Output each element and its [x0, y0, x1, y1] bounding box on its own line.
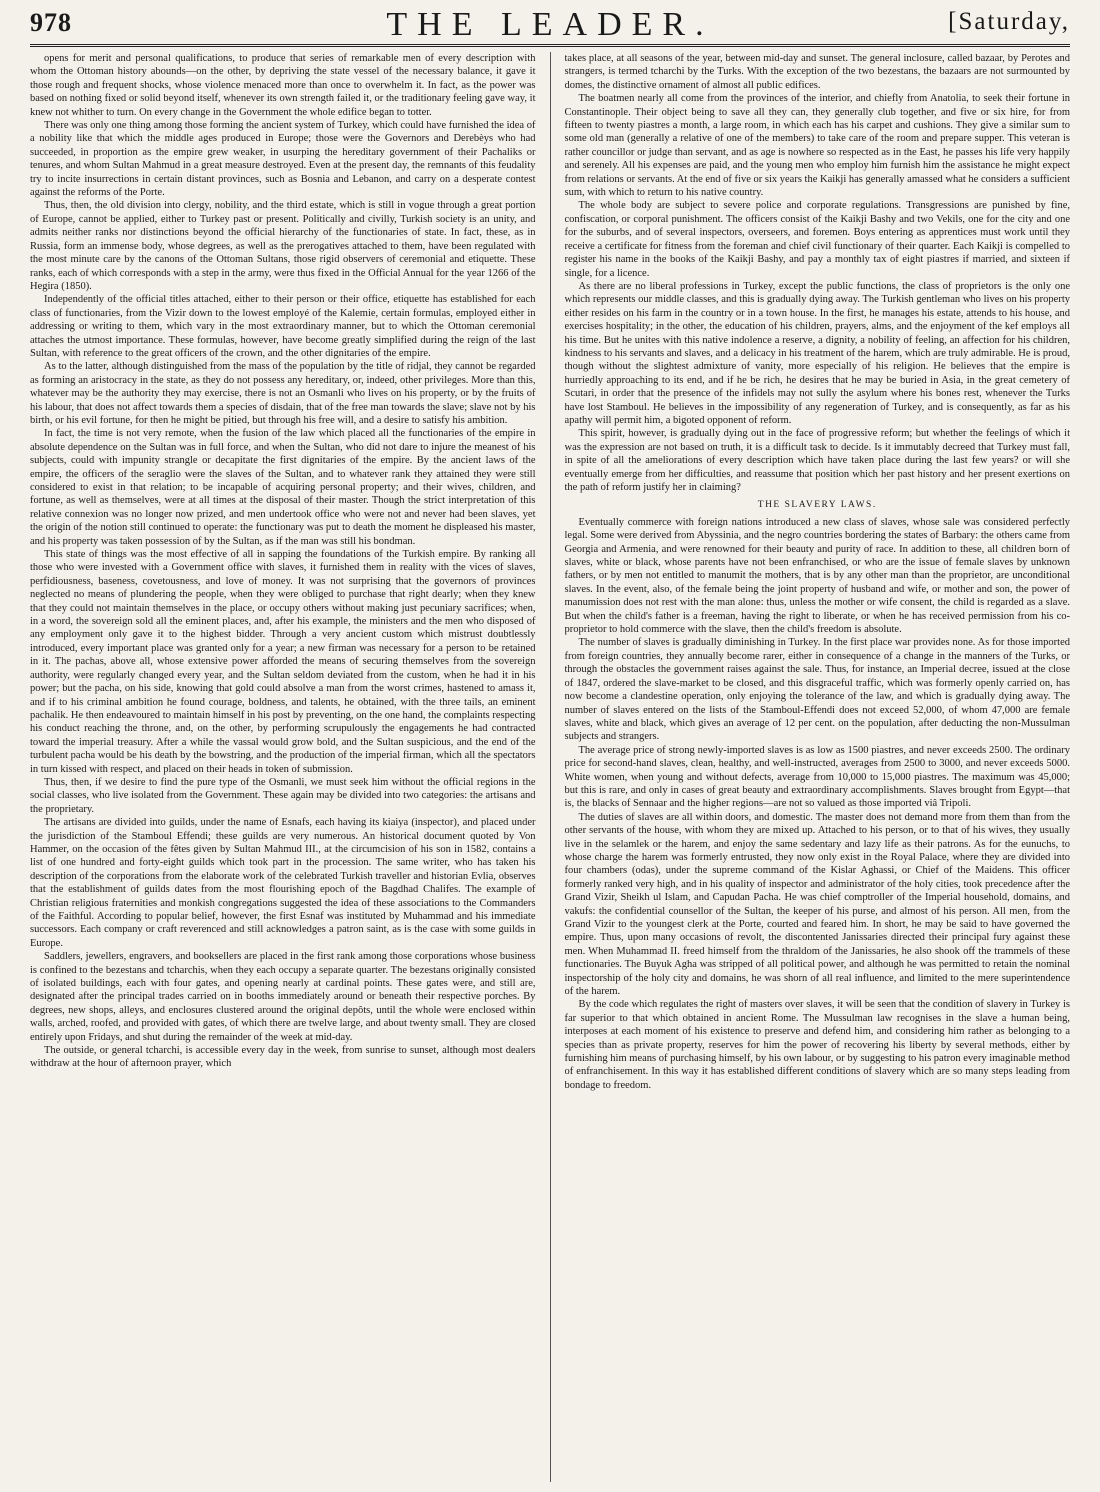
paragraph: Eventually commerce with foreign nations introduced a new class of slaves, whose sale was considered perfectly legal. Some were derived from Abyssinia, and the negro countries bordering the states of Barbary: the others came from Georgia and Armenia, and were renowned for their beauty and purity of race. In addition to these, all children born of slaves, white or black, whose parents have not been enfranchised, or who are the issue of female slaves by unknown fathers, or by men not entitled to manumit the mothers, that is by any other man than the proprietor, are unconditional slaves. In the event, also, of the female being the joint property of husband and wife, or mother and son, the power of manumission does not rest with the man alone: thus, unless the mother or wife consent, the child is regarded as a slave. But when the child's father is a freeman, having the right to liberate, or when he has received permission from his co-proprietor to hold commerce with the slave, then the child's freedom is absolute. — [564, 516, 1070, 636]
paragraph: As to the latter, although distinguished from the mass of the population by the title of ridjal, they cannot be regarded as forming an aristocracy in the state, as they do not possess any hereditary, or, indeed, other privileges. More than this, whatever may be the authority they may exercise, there is not an Osmanli who lives on his property, or by the fruits of his labour, that does not affect towards them a species of disdain, that of the free man towards the slave; slave not by his birth, or his evil fortune, for then he might be pitied, but through his free will, and a desire to satisfy his ambition. — [30, 361, 536, 426]
paragraph: By the code which regulates the right of masters over slaves, it will be seen that the condition of slavery in Turkey is far superior to that which obtained in ancient Rome. The Mussulman law recognises in the slave a human being, interposes at each moment of his existence to preserve and defend him, and considering him rather as belonging to a species than as private property, reserves for him the power of recovering his liberty by several methods, either by furnishing him means of purchasing himself, by his own labour, or by suggesting to his patron every imaginable method of enfranchisement. In this way it has established different conditions of slavery which are so many steps leading from bondage to freedom. — [564, 999, 1070, 1091]
paragraph: This state of things was the most effective of all in sapping the foundations of the Turkish empire. By ranking all those who were invested with a Government office with slaves, it furnished them in reality with the vices of slaves, perfidiousness, baseness, covetousness, and love of money. It was not surprising that the governors of provinces neglected no means of plundering the people, when they were obliged to purchase that right dearly; when they knew that they could not maintain themselves in the place, or occupy others without making just pecuniary sacrifices; when, in a word, the sovereign sold all the eminent places, and, after his example, the ministers and the men who disposed of any employment only gave it to the highest bidder. Through a very ancient custom which mistrust doubtlessly introduced, every important place was granted only for a year; a new firman was necessary for a person to be retained in it. The pachas, above all, whose extensive power afforded the means of securing themselves from the sovereign authority, were regularly changed every year, and the Sultan seldom deviated from the custom, when he had it in his power; but the pacha, on his side, knowing that gold could absolve a man from the worst crimes, hastened to amass it, and if to his criminal ambition he found courage, boldness, and talents, he obtained, with the three tails, an eminent pachalik. He then endeavoured to maintain himself in his post by preventing, on the one hand, the complaints respecting his conduct reaching the throne, and, on the other, by performing scrupulously the engagements he had contracted toward the imperial treasury. After a while the vassal would grow bold, and the Sultan suspicious, and the end of the turbulent pacha would be his death by the bowstring, and the production of the imperial firman, which all the spectators in turn kissed with respect, and placed on their heads in token of submission. — [30, 549, 536, 775]
masthead — [30, 6, 1070, 43]
header-rule — [30, 44, 1070, 49]
paragraph: In fact, the time is not very remote, when the fusion of the law which placed all the functionaries of the empire in absolute dependence on the Sultan was in full force, and when the Sultan, who did not dare to injure the meanest of his subjects, could with impunity strangle or decapitate the first dignitaries of the empire. By the ancient laws of the empire, the officers of the seraglio were the slaves of the Sultan, and to whatever rank they attained they were still considered to exist in that relation; to be incapable of acquiring personal property; and their wives, children, and fortune, as well as themselves, were at all times at the disposal of their master. Though the strict interpretation of this relative connexion was no longer now prized, and men undertook office who were not and never had been slaves, yet the origin of the notion still continued to operate: the functionary was put to death the moment he displeased his master, and his property was taken possession of by the Sultan, as if the man was still his bondman. — [30, 428, 536, 547]
page-number: 978 — [30, 8, 72, 37]
paragraph: The duties of slaves are all within doors, and domestic. The master does not demand more from them than from the other servants of the house, with whom they are mixed up. Attached to his person, or to that of his wives, they usually live in the selamlek or the harem, and enjoy the same sedentary and lazy life as their patrons. As for the eunuchs, to whose charge the harem was formerly entrusted, they now only exist in the Royal Palace, where they are divided into four chambers (odas), under the supreme command of the Kislar Aghassi, or Chief of the Maidens. This officer formerly ranked very high, and in his quality of inspector and administrator of the holy cities, took precedence after the Grand Vizir, Sheikh ul Islam, and Capudan Pacha. He was chief comptroller of the Imperial household, domains, and vakufs: the confidential counsellor of the Sultan, the keeper of his purse, and almost of his person. All men, from the Grand Vizir to the youngest clerk at the Porte, courted and feared him. In short, he may be said to have governed the empire. Thus, upon many occasions of revolt, the discontented Janissaries directed their principal fury against these men. When Muhammad II. freed himself from the thraldom of the Janissaries, he also shook off the trammels of these functionaries. The Buyuk Agha was stripped of all political power, and although he was permitted to retain the nominal inspectorship of the holy city and domains, he was shorn of all real influence, and limited to the mere superintendence of the harem. — [564, 811, 1070, 998]
paragraph: There was only one thing among those forming the ancient system of Turkey, which could have furnished the idea of a nobility like that which the middle ages produced in Europe; those were the Governors and Derebèys who had succeeded, in proportion as the empire grew weaker, in usurping the hereditary government of their Pachaliks or tenures, and whom Sultan Mahmud in a great measure destroyed. Even at the present day, the remnants of this feudality try to incite insurrections in certain distant provinces, such as Bosnia and Lebanon, and carry on a desperate contest against the reforms of the Porte. — [30, 120, 536, 199]
paragraph: The average price of strong newly-imported slaves is as low as 1500 piastres, and never exceeds 2500. The ordinary price for second-hand slaves, clean, healthy, and well-instructed, averages from 2500 to 3000, and never exceeds 5000. White women, when young and without defects, average from 10,000 to 15,000 piastres. The maximum was 45,000; but this is rare, and only in cases of great beauty and extraordinary accomplishments. Slaves brought from Egypt—that is, the blacks of Sennaar and the higher regions—are not so valued as those imported viâ Tripoli. — [564, 744, 1070, 810]
newspaper-title: THE LEADER. — [386, 6, 714, 43]
paragraph: opens for merit and personal qualifications, to produce that series of remarkable men of every description with whom the Ottoman history abounds—on the other, by depriving the state vessel of the necessary balance, it gave it those rough and frequent shocks, whose violence menaced more than once to overwhelm it. In fact, as the power was based on nothing fixed or solid beyond itself, whenever its own strength failed it, or the traditionary feeling gave way, it knew not whither to turn. On every change in the Government the whole edifice began to totter. — [30, 53, 536, 118]
paragraph: The number of slaves is gradually diminishing in Turkey. In the first place war provides none. As for those imported from foreign countries, they annually become rarer, either in consequence of a change in the manners of the Turks, or through the obstacles the government raises against the sale. Thus, for instance, an Imperial decree, issued at the close of 1847, ordered the slave-market to be closed, and this disgraceful traffic, which was formerly openly carried on, has now become a clandestine operation, only enjoying the tolerance of the law, and which is gradually dying away. The number of slaves entered on the lists of the Stamboul-Effendi does not exceed 52,000, of whom 47,000 are female slaves, white and black, which gives an average of 12 per cent. on the population, after deducting the non-Mussulman subjects and strangers. — [564, 637, 1070, 743]
left-column — [30, 52, 536, 1482]
paragraph: The artisans are divided into guilds, under the name of Esnafs, each having its kiaiya (inspector), and placed under the jurisdiction of the Stamboul Effendi; these guilds are very numerous. An historical document quoted by Von Hammer, on the occasion of the fêtes given by Sultan Mahmud III., at the circumcision of his son in 1582, contains a list of one hundred and forty-eight guilds which took part in the procession. The same writer, who has taken his description of the corporations from the elaborate work of the celebrated Turkish traveller and historian Evlia, observes that the establishment of guilds dates from the most flourishing epoch of the Bagdhad Chalifes. The example of Christian religious fraternities and monkish congregations suggested the idea of these associations to the Commanders of the Faithful. According to popular belief, however, the first Esnaf was instituted by Muhammad and his immediate successors. Each company or craft reverenced and still acknowledges a patron saint, as is the case with some guilds in Europe. — [30, 817, 536, 949]
article-columns — [30, 52, 1070, 1482]
paragraph: As there are no liberal professions in Turkey, except the public functions, the class of proprietors is the only one which represents our middle classes, and this is gradually dying away. The Turkish gentleman who lives on his property either resides on his farm in the country or in a town house. In the first, he manages his estate, attends to his house, and exercises hospitality; in the other, the education of his children, prayers, alms, and the enjoyment of the kef employs all his time. But he unites with this native indolence a reserve, a dignity, a nobility of feeling, an affection for his children, kindness to his servants and slaves, and a delicacy in his treatment of the harem, which are truly admirable. He is proud, though without the slightest admixture of vanity, more especially of his religion. He believes that the empire is hurriedly approaching to its end, and if he be rich, he desires that he may be buried in Asia, in the great cemetery of Scutari, in order that the presence of the infidels may not sully the asylum where his bones rest, whenever the Turks have lost Stamboul. He believes in the impossibility of any regeneration of Turkey, and is consequently, as far as his apathy will permit him, a bigoted opponent of reform. — [564, 280, 1070, 426]
paragraph: The whole body are subject to severe police and corporate regulations. Transgressions are punished by fine, confiscation, or corporal punishment. The officers consist of the Kaikji Bashy and two Vekils, one for the city and one for the suburbs, and of several inspectors, overseers, and foremen. Boys entering as apprentices must work until they receive a certificate for fitness from the foreman and chief civil functionary of their quarter. Each Kaikji is compelled to register his name in the books of the Kaikji Bashy, and pay a monthly tax of eight piastres if married, and sixteen if single, for a licence. — [564, 200, 1070, 279]
right-column — [565, 52, 1071, 1482]
paragraph: The boatmen nearly all come from the provinces of the interior, and chiefly from Anatolia, to seek their fortune in Constantinople. Their object being to save all they can, they generally club together, and five or six hire, for from fifteen to twenty piastres a month, a large room, in which each has his carpet and cushions. They give a similar sum to some old man (generally a relative of one of the members) to take care of the room and prepare supper. This veteran is rather councillor or judge than servant, and as age is nowhere so respected as in the East, he passes his life very happily and serenely. All his expenses are paid, and the young men who employ him furnish him the assistance he might expect from relations or servants. At the end of five or six years the Kaikji has generally amassed what he considers a sufficient sum, with which to return to his native country. — [564, 93, 1070, 199]
paragraph: Saddlers, jewellers, engravers, and booksellers are placed in the first rank among those corporations whose business is confined to the bezestans and tcharchis, when they each occupy a separate quarter. The bezestans originally consisted of isolated buildings, each with four gates, and opening nearly at cardinal points. These gates were, and still are, designated after the principal trades carried on in booths immediately around or beneath their respective porches. By degrees, new shops, alleys, and enclosures clustered around the original depôts, until the whole were enclosed within walls, arched, roofed, and provided with gates, of which there are twelve large, and about twenty small. They are closed entirely upon Fridays, and shut during the remainder of the week at mid-day. — [30, 951, 536, 1043]
section-heading: THE SLAVERY LAWS. — [757, 500, 877, 511]
paragraph: takes place, at all seasons of the year, between mid-day and sunset. The general inclosure, called bazaar, by Perotes and strangers, is termed tcharchi by the Turks. With the exception of the two bezestans, the bazaars are not surmounted by domes, the distinctive ornament of almost all public edifices. — [564, 53, 1070, 91]
paragraph: This spirit, however, is gradually dying out in the face of progressive reform; but whether the feelings of which it was the expression are not based on truth, it is a difficult task to decide. Is it immutably decreed that Turkey must fall, in spite of all the ameliorations of every description which have taken place during the last few years? or will she eventually emerge from her difficulties, and reassume that position which her past history and her present exertions on the path of reform justify her in claiming? — [564, 428, 1070, 493]
issue-day: [Saturday, — [948, 8, 1070, 35]
paragraph: The outside, or general tcharchi, is accessible every day in the week, from sunrise to sunset, although most dealers withdraw at the hour of afternoon prayer, which — [30, 1045, 536, 1070]
paragraph: Independently of the official titles attached, either to their person or their office, etiquette has established for each class of functionaries, from the Vizir down to the lowest employé of the Kalemie, certain formulas, employed either in addressing or writing to them, which vary in the most extraordinary manner, but to which the Ottoman ceremonial attaches the utmost importance. These formulas, however, have become greatly simplified during the reign of the last Sultan, with reference to the great officers of the crown, and the other dignitaries of the empire. — [30, 294, 536, 359]
paragraph: Thus, then, if we desire to find the pure type of the Osmanli, we must seek him without the official regions in the social classes, who live isolated from the Government. These again may be divided into two categories: the artisans and the proprietary. — [30, 776, 536, 815]
column-divider — [550, 52, 551, 1482]
paragraph: Thus, then, the old division into clergy, nobility, and the third estate, which is still in vogue through a great portion of Europe, cannot be applied, either to Turkey past or present. Politically and civilly, Turkish society is an unity, and admits neither ranks nor distinctions beyond the official hierarchy of the functionaries of state. In fact, these, as in Russia, form an immense body, whose degrees, as well as the prerogatives attached to them, have been regulated with the most minute care by the canons of the Ottoman Sultans, those rigid observers of ceremonial and etiquette. These ranks, each of which corresponds with a step in the army, were thus fixed in the Official Annual for the year 1266 of the Hegira (1850). — [30, 200, 536, 292]
